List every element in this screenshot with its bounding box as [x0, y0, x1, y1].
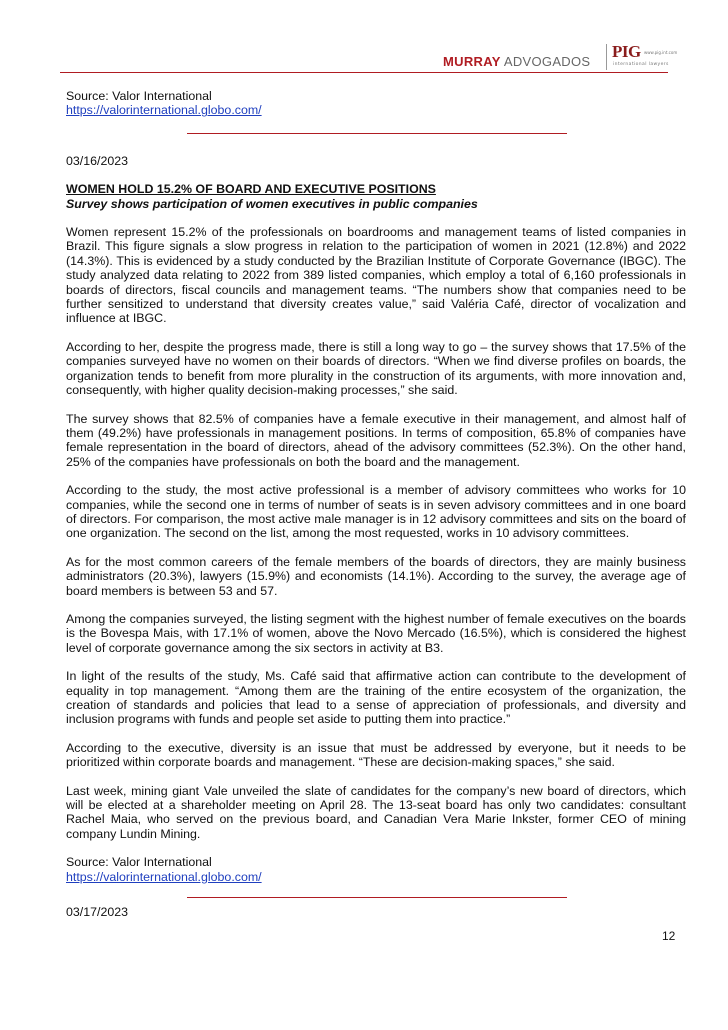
murray-advogados-logo [443, 54, 590, 69]
article-paragraph: According to the executive, diversity is an issue that must be addressed by everyone, but it needs to be prioritized within corporate boards and management. “These are decision-making spaces,” she said. [66, 740, 686, 770]
section-separator-bottom [187, 897, 567, 898]
page-content [66, 89, 686, 919]
article-title: WOMEN HOLD 15.2% OF BOARD AND EXECUTIVE POSITIONS [66, 182, 436, 197]
source-label: Source: Valor International [66, 89, 212, 103]
page-number: 12 [662, 929, 676, 943]
brand-part-1: MURRAY [443, 54, 501, 69]
article-paragraph: The survey shows that 82.5% of companies have a female executive in their management, and almost half of them (49.2%) have professionals in management positions. In terms of composition, 65.8% of companies have female representation in the board of directors, ahead of the advisory committees (52.3%). On the other hand, 25% of the companies have professionals on both the board and the management. [66, 411, 686, 469]
brand-part-2: ADVOGADOS [503, 54, 591, 69]
article-paragraph: According to the study, the most active professional is a member of advisory committees who works for 10 companies, while the second one in terms of number of seats is in seven advisory committees and in one board of directors. For comparison, the most active male manager is in 12 advisory committees and sits on the board of one organization. The second on the list, among the most requested, works in 10 advisory committees. [66, 483, 686, 541]
pig-logo-subtitle: international lawyers [613, 62, 669, 67]
article-paragraph: According to her, despite the progress made, there is still a long way to go – the survey shows that 17.5% of the companies surveyed have no women on their boards of directors. “When we find diverse profiles on boards, the organization tends to benefit from more plurality in the construction of its arguments, with more innovation and, consequently, with higher quality decision-making processes,” she said. [66, 339, 686, 398]
pig-logo-url: www.pig.int.com [644, 50, 678, 55]
article-paragraph: As for the most common careers of the female members of the boards of directors, they are mainly business administrators (20.3%), lawyers (15.9%) and economists (14.1%). According to the survey, the average age of board members is between 53 and 57. [66, 554, 686, 598]
source-link[interactable]: https://valorinternational.globo.com/ [66, 103, 262, 118]
pig-logo [612, 42, 678, 70]
page-header [0, 0, 728, 80]
article-paragraph: Among the companies surveyed, the listing segment with the highest number of female executives on the boards is the Bovespa Mais, with 17.1% of women, above the Novo Mercado (16.5%), which is considered the highest level of corporate governance among the six sectors in activity at B3. [66, 611, 686, 655]
article-paragraph: Last week, mining giant Vale unveiled the slate of candidates for the company’s new board of directors, which will be elected at a shareholder meeting on April 28. The 13-seat board has only two candidates: consultant Rachel Maia, who served on the previous board, and Canadian Vera Marie Inkster, former CEO of mining company Lundin Mining. [66, 783, 686, 841]
header-rule [60, 72, 668, 73]
source-link-bottom[interactable]: https://valorinternational.globo.com/ [66, 869, 262, 884]
article-subtitle: Survey shows participation of women executives in public companies [66, 196, 478, 211]
source-label-bottom: Source: Valor International [66, 855, 212, 870]
logo-divider [606, 44, 607, 70]
next-article-date: 03/17/2023 [66, 905, 129, 920]
article-paragraph: In light of the results of the study, Ms. Café said that affirmative action can contribute to the development of equality in top management. “Among them are the training of the entire ecosystem of the organization, the creation of standards and policies that lead to a sense of appreciation of professionals, and diversity and inclusion programs with funds and people set aside to putting them into practice.” [66, 669, 686, 727]
pig-logo-text: PIG [612, 42, 641, 61]
section-separator [187, 133, 567, 134]
article-date: 03/16/2023 [66, 153, 129, 168]
article-paragraph: Women represent 15.2% of the professionals on boardrooms and management teams of listed companies in Brazil. This figure signals a slow progress in relation to the participation of women in 2021 (12.8%) and 2022 (14.3%). This is evidenced by a study conducted by the Brazilian Institute of Corporate Governance (IBGC). The study analyzed data relating to 2022 from 389 listed companies, which employ a total of 6,160 professionals in boards of directors, fiscal councils and management teams. “The numbers show that companies need to be further sensitized to understand that diversity creates value,” said Valéria Café, director of vocalization and influence at IBGC. [66, 225, 686, 326]
